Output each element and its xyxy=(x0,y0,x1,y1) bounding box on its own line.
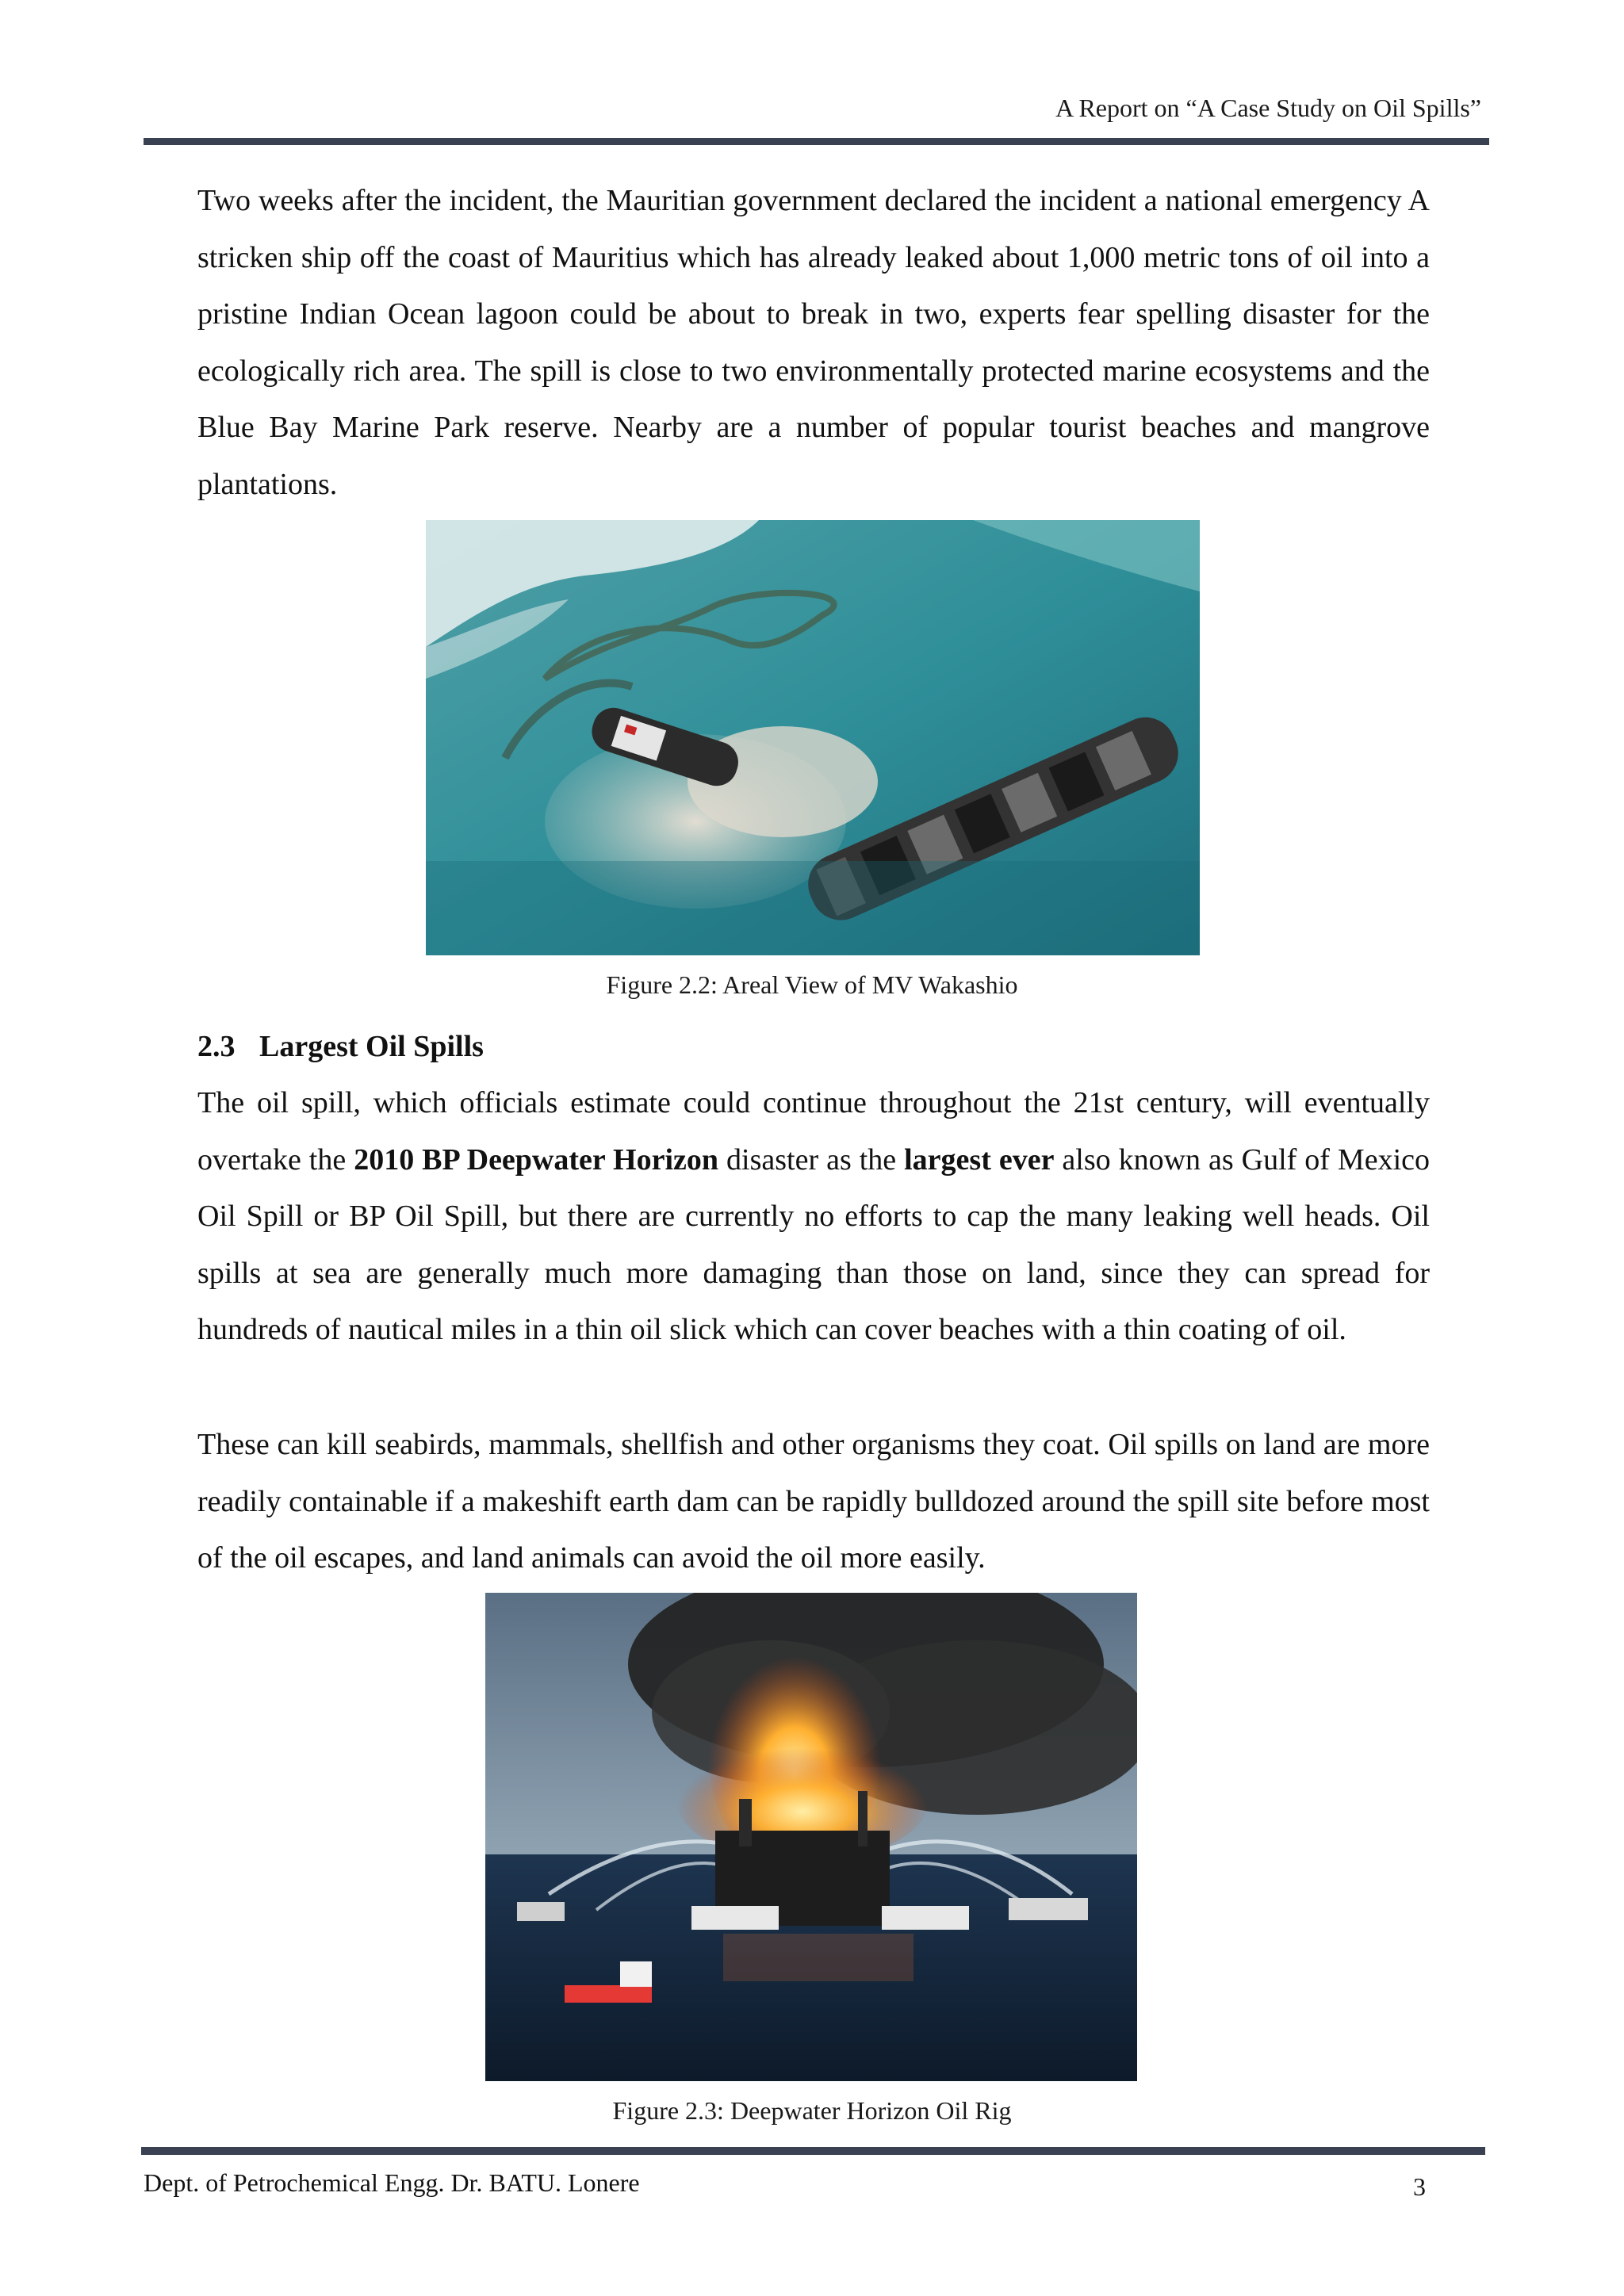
header-rule xyxy=(144,138,1489,145)
page-number: 3 xyxy=(1413,2172,1426,2201)
paragraph-text-segment: disaster as the xyxy=(718,1142,905,1177)
paragraph-largest-oil-spills xyxy=(197,1075,1430,1359)
figure-deepwater-horizon-photo xyxy=(485,1593,1137,2081)
figure-caption-2-2: Figure 2.2: Areal View of MV Wakashio xyxy=(606,970,1018,999)
section-number: 2.3 xyxy=(197,1030,236,1063)
paragraph-oil-spill-effects: These can kill seabirds, mammals, shellfish and other organisms they coat. Oil spills on land are more readily containable if a makeshift earth dam can be rapidly bulldozed around the spill site before most of the oil escapes, and land animals can avoid the oil more easily. xyxy=(197,1428,1430,1575)
section-heading xyxy=(197,1023,484,1070)
paragraph-text-segment: The oil spill, which officials estimate could continue throughout the 21st century, will eventually overtake the xyxy=(197,1086,1430,1177)
paragraph-bold-segment: largest ever xyxy=(904,1142,1055,1177)
paragraph-mauritius-emergency: Two weeks after the incident, the Mauritian government declared the incident a national emergency A stricken ship off the coast of Mauritius which has already leaked about 1,000 metric tons of oil into a pristine Indian Ocean lagoon could be about to break in two, experts fear spelling disaster for the ecologically rich area. The spill is close to two environmentally protected marine ecosystems and the Blue Bay Marine Park reserve. Nearby are a number of popular tourist beaches and mangrove plantations. xyxy=(197,184,1430,501)
paragraph-bold-segment: 2010 BP Deepwater Horizon xyxy=(354,1142,719,1177)
paragraph-text-segment: also known as Gulf of Mexico Oil Spill or BP Oil Spill, but there are currently no efforts to cap the many leaking well heads. Oil spills at sea are generally much more damaging than those on land, since they can spread for hundreds of nautical miles in a thin oil slick which can cover beaches with a thin coating of oil. xyxy=(197,1142,1431,1346)
footer-rule xyxy=(141,2147,1485,2155)
figure-mv-wakashio-photo xyxy=(426,520,1200,955)
section-title: Largest Oil Spills xyxy=(259,1030,484,1063)
running-header: A Report on “A Case Study on Oil Spills” xyxy=(1055,94,1481,122)
figure-caption-2-3: Figure 2.3: Deepwater Horizon Oil Rig xyxy=(612,2096,1012,2125)
footer-department: Dept. of Petrochemical Engg. Dr. BATU. Lonere xyxy=(144,2168,640,2197)
